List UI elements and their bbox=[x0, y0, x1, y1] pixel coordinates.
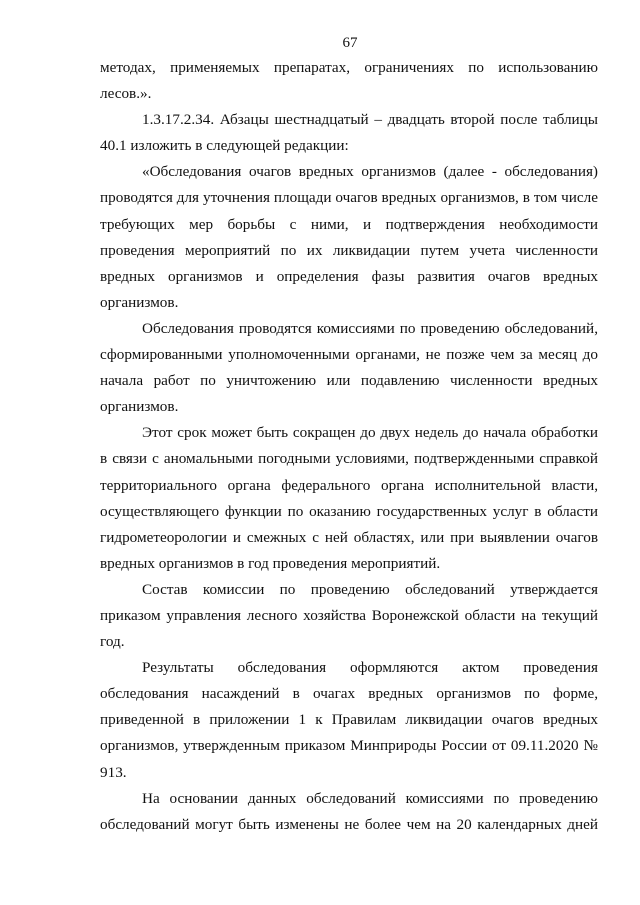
paragraph-5: Этот срок может быть сокращен до двух недель до начала обработки в связи с аномальными погодными условиями, подтвержденными справкой территориального органа федерального органа исполнительной власти, осуществляющего функции по оказанию государственных услуг в области гидрометеорологии и смежных с ней областях, или при выявлении очагов вредных организмов в год проведения мероприятий. bbox=[100, 424, 598, 572]
paragraph-4: Обследования проводятся комиссиями по проведению обследований, сформированными уполномоченными органами, не позже чем за месяц до начала работ по уничтожению или подавлению численности вредных организмов. bbox=[100, 319, 598, 416]
paragraph-6: Состав комиссии по проведению обследований утверждается приказом управления лесного хозяйства Воронежской области на текущий год. bbox=[100, 580, 598, 651]
paragraph-2: 1.3.17.2.34. Абзацы шестнадцатый – двадцать второй после таблицы 40.1 изложить в следующей редакции: bbox=[100, 111, 598, 155]
document-body bbox=[100, 55, 598, 838]
paragraph-7: Результаты обследования оформляются актом проведения обследования насаждений в очагах вредных организмов по форме, приведенной в приложении 1 к Правилам ликвидации очагов вредных организмов, утвержденным приказом Минприроды России от 09.11.2020 № 913. bbox=[100, 659, 598, 781]
paragraph-8: На основании данных обследований комиссиями по проведению обследований могут быть изменены не более чем на 20 календарных дней bbox=[100, 789, 598, 833]
page-number: 67 bbox=[342, 35, 358, 51]
paragraph-1: методах, применяемых препаратах, ограничениях по использованию лесов.». bbox=[100, 59, 598, 103]
paragraph-3: «Обследования очагов вредных организмов (далее - обследования) проводятся для уточнения площади очагов вредных организмов, в том числе требующих мер борьбы с ними, и подтверждения необходимости проведения мероприятий по их ликвидации путем учета численности вредных организмов и определения фазы развития очагов вредных организмов. bbox=[100, 163, 598, 311]
